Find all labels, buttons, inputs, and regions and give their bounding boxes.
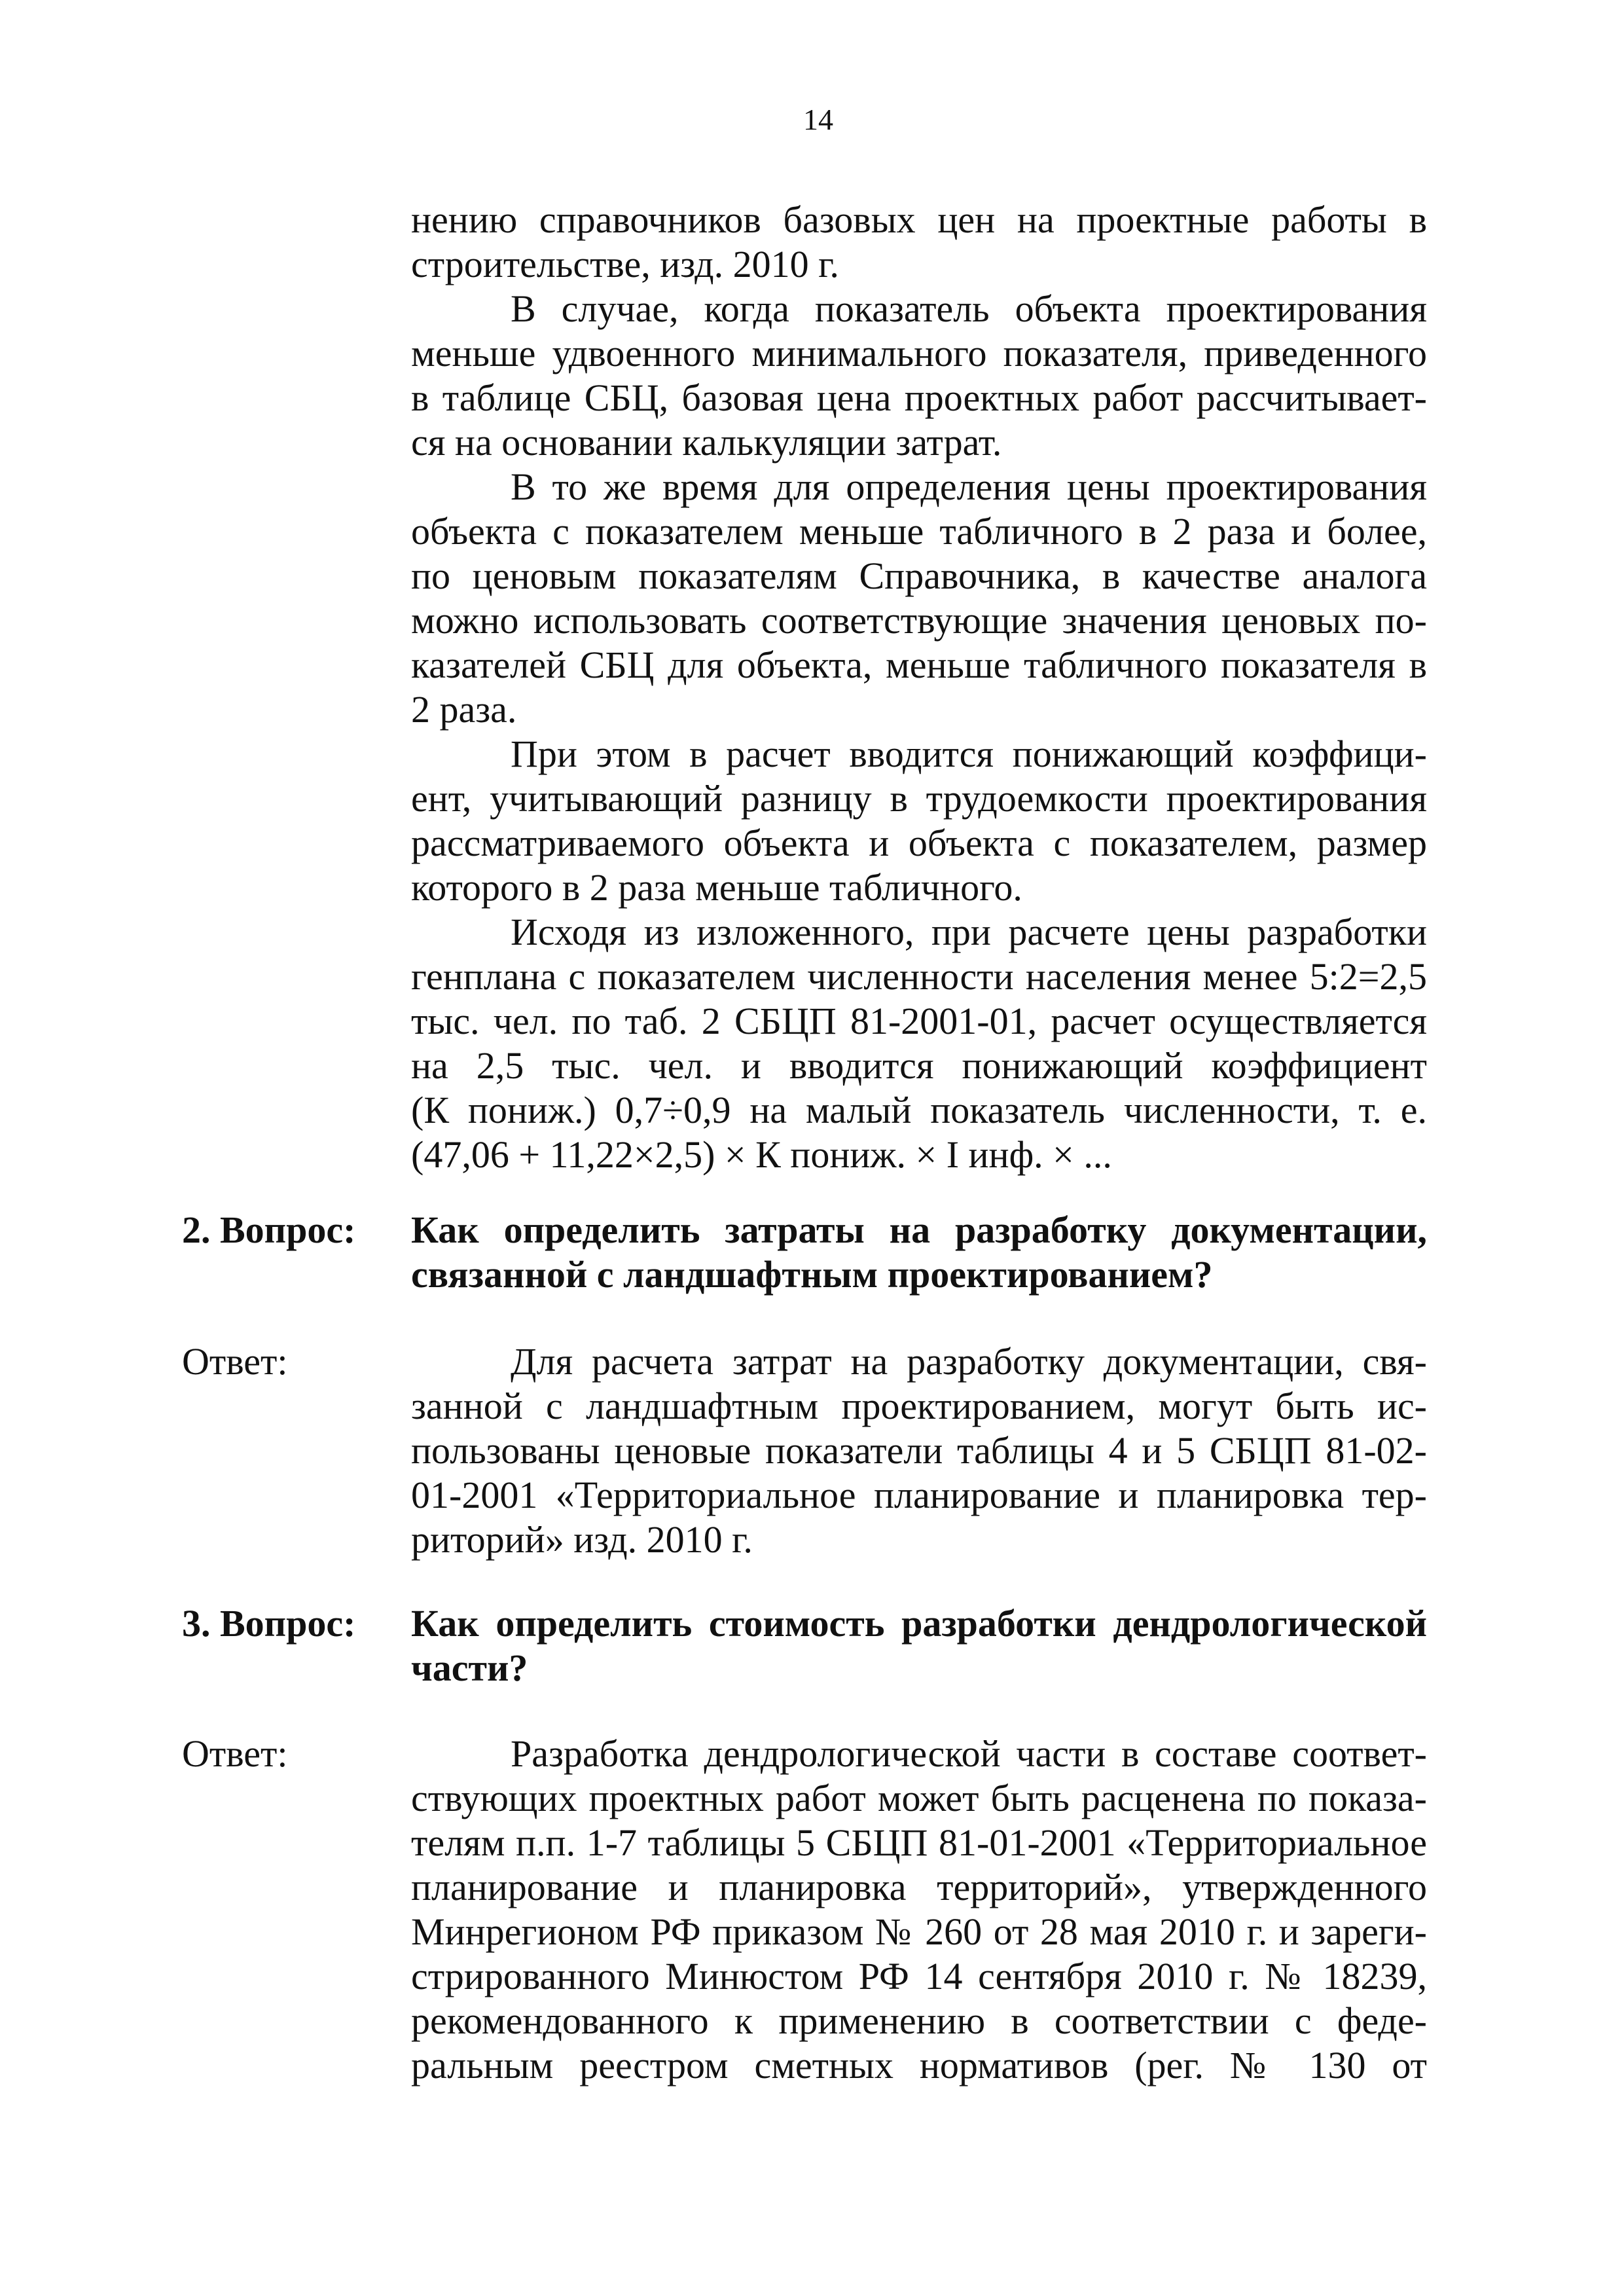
question-2-line: Как определить затраты на разработку документации, bbox=[411, 1209, 1427, 1251]
text-line: (47,06 + 11,22×2,5) × К пониж. × I инф. × ... bbox=[411, 1133, 1112, 1176]
question-3-line: части? bbox=[411, 1647, 528, 1689]
answer-2-label: Ответ: bbox=[182, 1340, 288, 1383]
answer-2-line: занной с ландшафтным проектированием, могут быть ис- bbox=[411, 1385, 1427, 1427]
text-line: тыс. чел. по таб. 2 СБЦП 81-2001-01, расчет осуществляется bbox=[411, 1000, 1427, 1042]
text-line: 2 раза. bbox=[411, 688, 517, 731]
text-line: строительстве, изд. 2010 г. bbox=[411, 243, 839, 285]
answer-3-line: планирование и планировка территорий», утвержденного bbox=[411, 1866, 1427, 1908]
answer-3-line: телям п.п. 1-7 таблицы 5 СБЦП 81-01-2001 «Территориальное bbox=[411, 1821, 1427, 1864]
text-line: При этом в расчет вводится понижающий коэффици- bbox=[511, 733, 1427, 775]
text-line: рассматриваемого объекта и объекта с показателем, размер bbox=[411, 822, 1427, 864]
question-2-label: 2. Вопрос: bbox=[182, 1209, 356, 1251]
answer-3-label: Ответ: bbox=[182, 1732, 288, 1775]
answer-2-line: Для расчета затрат на разработку документации, свя- bbox=[511, 1340, 1427, 1383]
page-number: 14 bbox=[803, 103, 833, 136]
answer-3-line: ствующих проектных работ может быть расценена по показа- bbox=[411, 1777, 1427, 1819]
text-line: которого в 2 раза меньше табличного. bbox=[411, 866, 1022, 909]
text-line: (К пониж.) 0,7÷0,9 на малый показатель численности, т. е. bbox=[411, 1089, 1427, 1131]
text-line: В случае, когда показатель объекта проектирования bbox=[511, 287, 1427, 330]
text-line: Исходя из изложенного, при расчете цены разработки bbox=[511, 911, 1427, 953]
text-line: в таблице СБЦ, базовая цена проектных работ рассчитывает- bbox=[411, 376, 1427, 419]
answer-3-line: стрированного Минюстом РФ 14 сентября 2010 г. № 18239, bbox=[411, 1955, 1427, 1997]
question-2-line: связанной с ландшафтным проектированием? bbox=[411, 1253, 1213, 1296]
text-line: казателей СБЦ для объекта, меньше табличного показателя в bbox=[411, 644, 1427, 686]
answer-3-line: Минрегионом РФ приказом № 260 от 28 мая 2010 г. и зареги- bbox=[411, 1910, 1427, 1953]
text-line: нению справочников базовых цен на проектные работы в bbox=[411, 198, 1427, 241]
answer-2-line: 01-2001 «Территориальное планирование и планировка тер- bbox=[411, 1474, 1427, 1516]
answer-3-line: ральным реестром сметных нормативов (рег. № 130 от bbox=[411, 2044, 1427, 2086]
answer-3-line: Разработка дендрологической части в составе соответ- bbox=[511, 1732, 1427, 1775]
text-line: генплана с показателем численности населения менее 5:2=2,5 bbox=[411, 955, 1427, 998]
question-3-line: Как определить стоимость разработки дендрологической bbox=[411, 1602, 1427, 1645]
text-line: можно использовать соответствующие значения ценовых по- bbox=[411, 599, 1427, 642]
text-line: объекта с показателем меньше табличного в 2 раза и более, bbox=[411, 510, 1427, 553]
answer-2-line: пользованы ценовые показатели таблицы 4 и 5 СБЦП 81-02- bbox=[411, 1429, 1427, 1472]
text-line: по ценовым показателям Справочника, в качестве аналога bbox=[411, 555, 1427, 597]
text-line: ент, учитывающий разницу в трудоемкости проектирования bbox=[411, 777, 1427, 820]
text-line: В то же время для определения цены проектирования bbox=[511, 465, 1427, 508]
question-3-label: 3. Вопрос: bbox=[182, 1602, 356, 1645]
answer-2-line: риторий» изд. 2010 г. bbox=[411, 1518, 753, 1561]
text-line: ся на основании калькуляции затрат. bbox=[411, 421, 1002, 464]
text-line: на 2,5 тыс. чел. и вводится понижающий коэффициент bbox=[411, 1044, 1427, 1087]
text-line: меньше удвоенного минимального показателя, приведенного bbox=[411, 332, 1427, 374]
answer-3-line: рекомендованного к применению в соответствии с феде- bbox=[411, 1999, 1427, 2042]
